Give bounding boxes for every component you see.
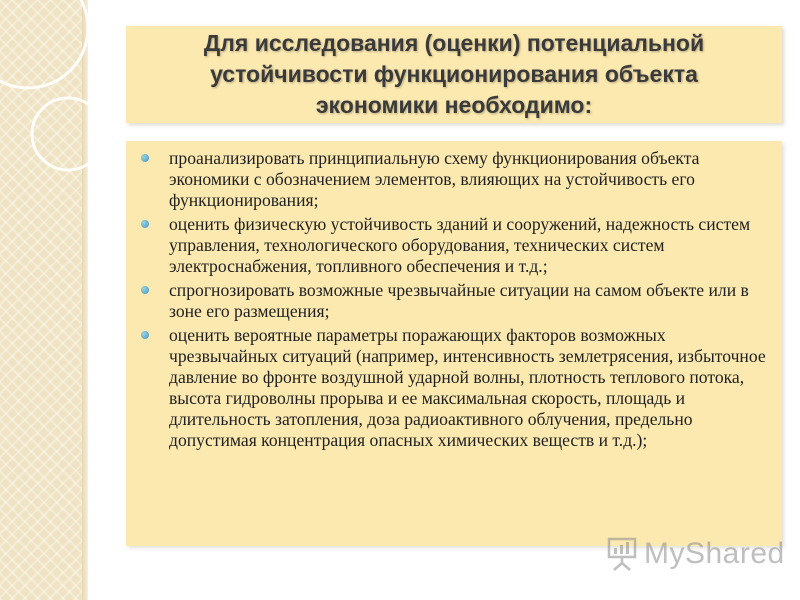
bullet-text: проанализировать принципиальную схему функционирования объекта экономики с обозначением элементов, влияющих на устойчивость его функционирования; — [169, 148, 700, 210]
bullet-dot-icon — [141, 331, 149, 339]
bullet-item — [140, 325, 774, 451]
bullet-dot-icon — [141, 286, 149, 294]
bullet-dot-icon — [141, 154, 149, 162]
watermark-text: MyShared — [644, 537, 785, 570]
bullet-text: спрогнозировать возможные чрезвычайные ситуации на самом объекте или в зоне его размещения; — [169, 280, 749, 321]
decorative-circles — [0, 0, 130, 200]
title-box — [126, 26, 782, 123]
bullet-item — [140, 280, 774, 322]
presentation-board-icon — [606, 537, 638, 571]
bullet-item — [140, 214, 774, 277]
decorative-circle-small — [32, 98, 104, 170]
bullet-text: оценить физическую устойчивость зданий и сооружений, надежность систем управления, технологического оборудования, технических систем электроснабжения, топливного обеспечения и т.д.; — [169, 214, 751, 276]
bullet-dot-icon — [141, 220, 149, 228]
watermark — [606, 534, 785, 574]
content-box — [126, 141, 782, 546]
bullet-list — [140, 148, 774, 451]
slide-title: Для исследования (оценки) потенциальной устойчивости функционирования объекта экономики необходимо: — [203, 30, 705, 118]
decorative-circle-large — [0, 0, 88, 88]
bullet-text: оценить вероятные параметры поражающих факторов возможных чрезвычайных ситуаций (например, интенсивность землетрясения, избыточное давление во фронте воздушной ударной волны, плотность теплового потока, высота гидроволны прорыва и ее максимальная скорость, площадь и длительность затопления, доза радиоактивного облучения, предельно допустимая концентрация опасных химических веществ и т.д.); — [169, 325, 766, 450]
bullet-item — [140, 148, 774, 211]
